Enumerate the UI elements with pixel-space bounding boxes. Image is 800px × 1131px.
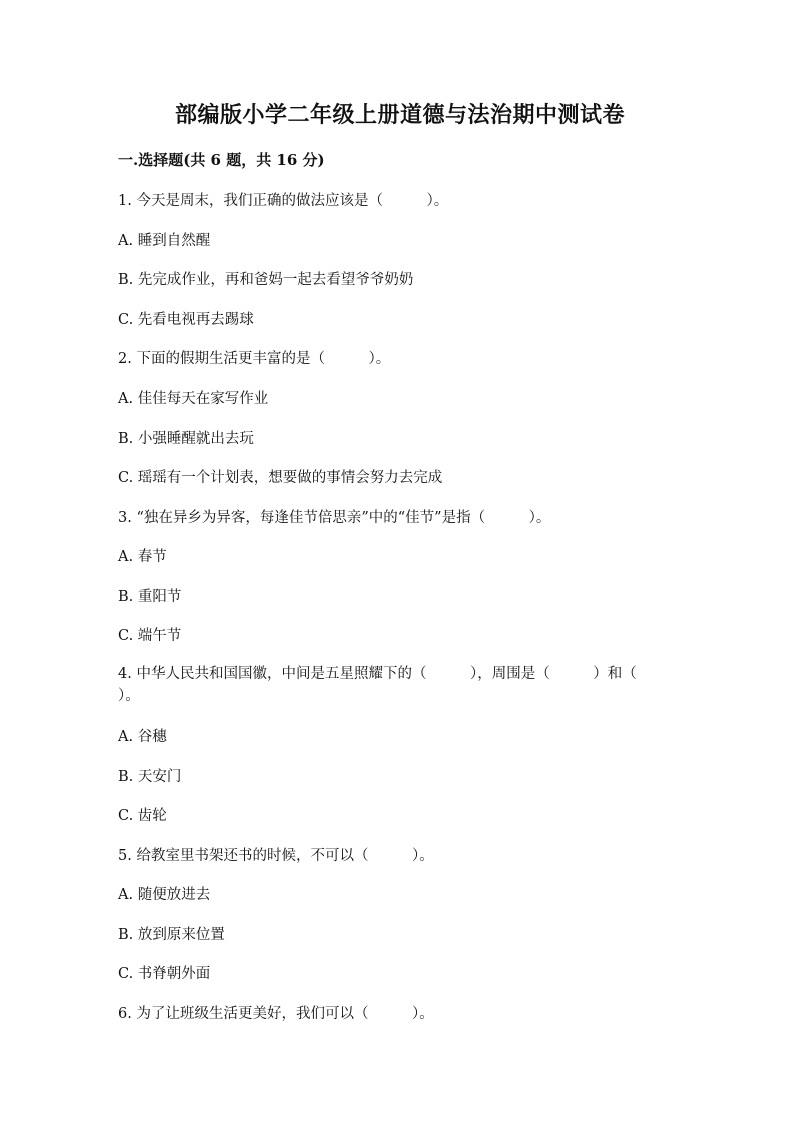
- question-3-option-b: B. 重阳节: [118, 589, 182, 605]
- question-3-option-a: A. 春节: [118, 549, 167, 565]
- question-2: 2. 下面的假期生活更丰富的是（ ）。: [118, 351, 391, 367]
- question-5-option-c: C. 书脊朝外面: [118, 966, 211, 982]
- question-1-option-a: A. 睡到自然醒: [118, 233, 211, 249]
- question-2-option-b: B. 小强睡醒就出去玩: [118, 431, 254, 447]
- question-5-option-b: B. 放到原来位置: [118, 927, 225, 943]
- question-2-option-c: C. 瑶瑶有一个计划表，想要做的事情会努力去完成: [118, 470, 443, 486]
- question-6: 6. 为了让班级生活更美好，我们可以（ ）。: [118, 1006, 434, 1022]
- question-4-option-b: B. 天安门: [118, 769, 182, 785]
- question-1: 1. 今天是周末，我们正确的做法应该是（ ）。: [118, 193, 449, 209]
- question-5-option-a: A. 随便放进去: [118, 887, 211, 903]
- question-5: 5. 给教室里书架还书的时候，不可以（ ）。: [118, 848, 434, 864]
- question-1-option-c: C. 先看电视再去踢球: [118, 312, 254, 328]
- question-1-option-b: B. 先完成作业，再和爸妈一起去看望爷爷奶奶: [118, 272, 414, 288]
- question-4-option-a: A. 谷穗: [118, 729, 167, 745]
- question-4-option-c: C. 齿轮: [118, 808, 167, 824]
- question-4: 4. 中华人民共和国国徽，中间是五星照耀下的（ ），周围是（ ）和（ ）。: [118, 666, 681, 704]
- question-3-option-c: C. 端午节: [118, 628, 182, 644]
- section-heading: 一.选择题(共 6 题，共 16 分): [118, 151, 325, 169]
- question-2-option-a: A. 佳佳每天在家写作业: [118, 391, 269, 407]
- page-title: 部编版小学二年级上册道德与法治期中测试卷: [174, 102, 625, 128]
- question-3: 3. “独在异乡为异客，每逢佳节倍思亲”中的“佳节”是指（ ）。: [118, 510, 551, 526]
